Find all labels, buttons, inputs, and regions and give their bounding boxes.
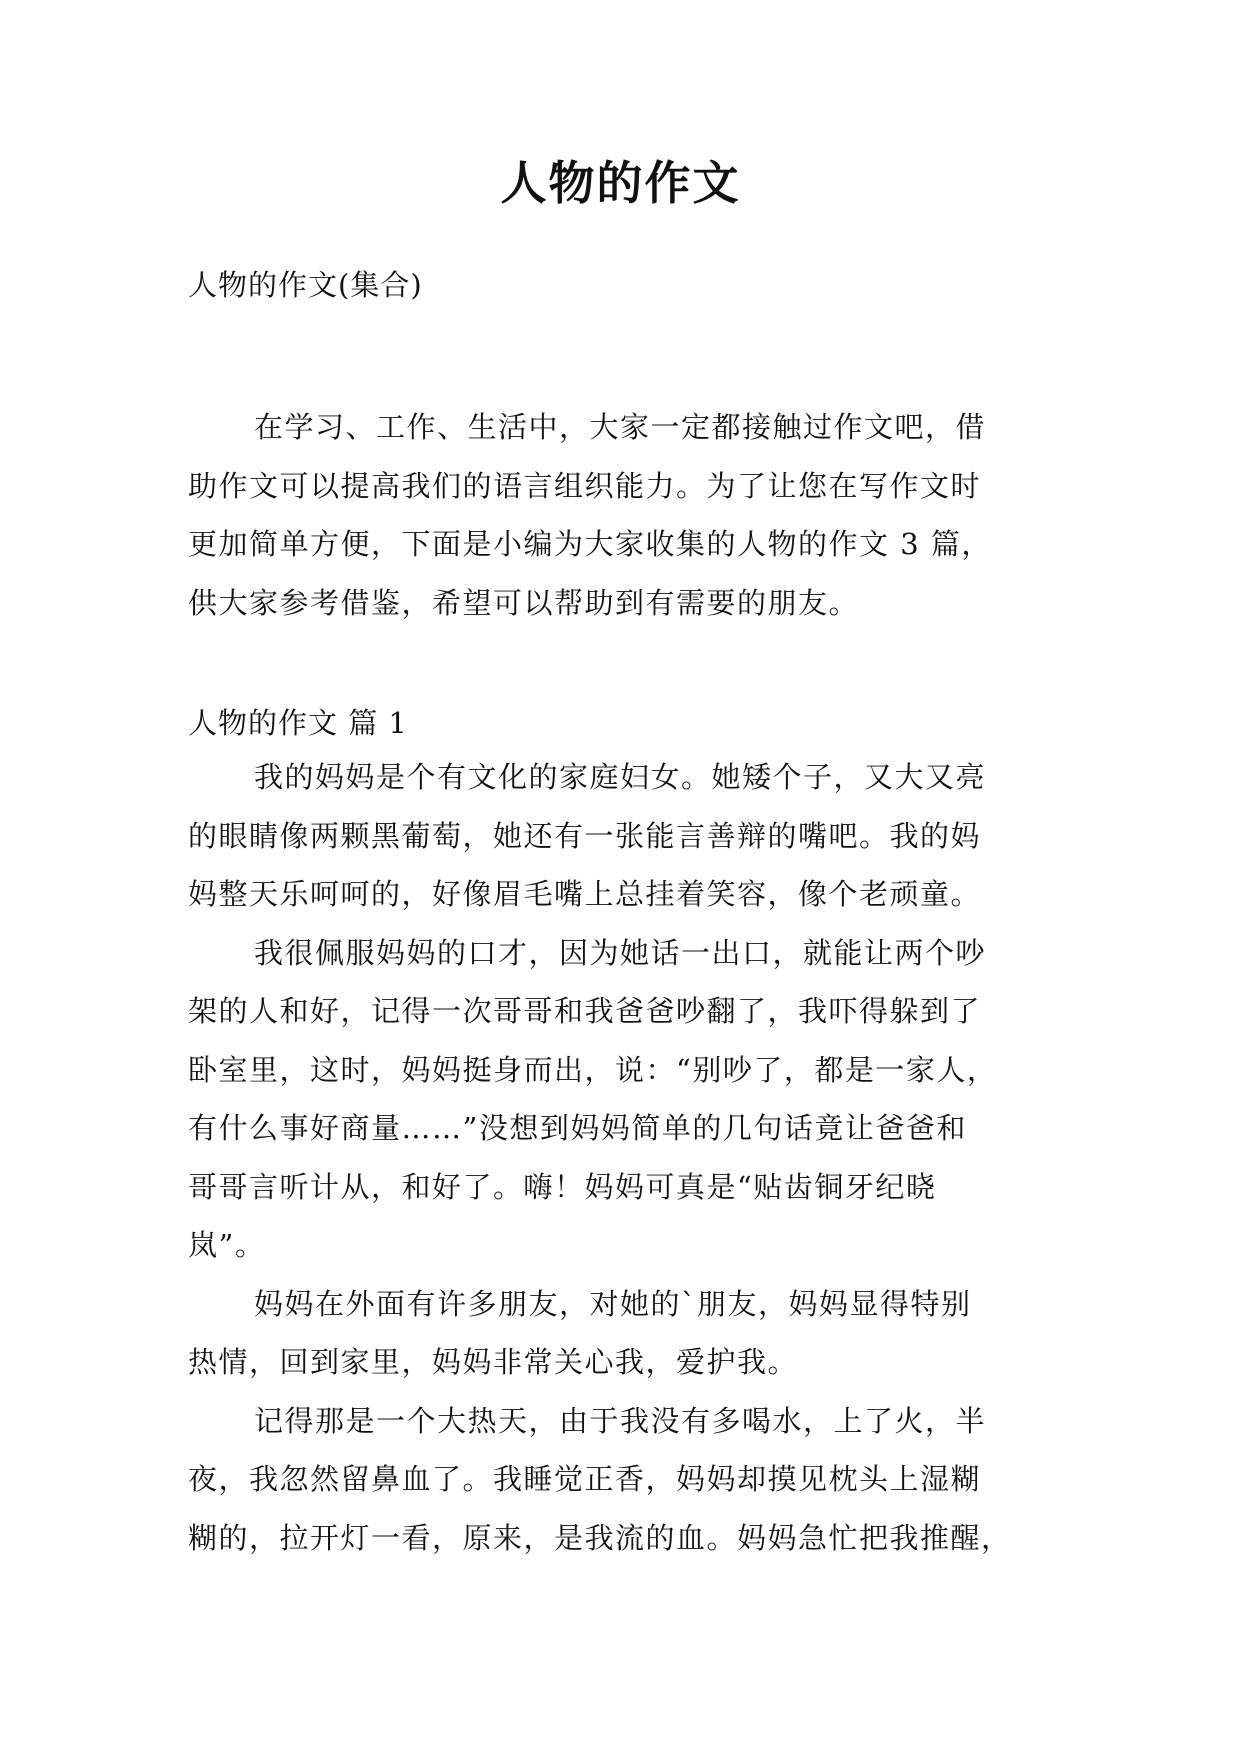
essay-line: 妈整天乐呵呵的，好像眉毛嘴上总挂着笑容，像个老顽童。 bbox=[188, 877, 982, 911]
document-title: 人物的作文 bbox=[500, 156, 741, 210]
intro-line: 供大家参考借鉴，希望可以帮助到有需要的朋友。 bbox=[188, 585, 860, 620]
section-heading: 人物的作文 篇 1 bbox=[188, 706, 408, 740]
intro-line: 助作文可以提高我们的语言组织能力。为了让您在写作文时 bbox=[188, 468, 982, 503]
intro-paragraph bbox=[188, 405, 1068, 639]
essay-line: 哥哥言听计从，和好了。嗨！妈妈可真是“贴齿铜牙纪晓 bbox=[188, 1169, 937, 1204]
essay-line: 有什么事好商量……”没想到妈妈简单的几句话竟让爸爸和 bbox=[188, 1111, 967, 1145]
essay-line: 岚”。 bbox=[188, 1228, 266, 1262]
essay-line: 妈妈在外面有许多朋友，对她的`朋友，妈妈显得特别 bbox=[254, 1286, 972, 1321]
essay-line: 卧室里，这时，妈妈挺身而出，说：“别吵了，都是一家人， bbox=[188, 1052, 998, 1087]
essay-line: 我很佩服妈妈的口才，因为她话一出口，就能让两个吵 bbox=[254, 935, 987, 970]
intro-line: 在学习、工作、生活中，大家一定都接触过作文吧，借 bbox=[254, 410, 987, 444]
essay-body bbox=[188, 755, 1068, 1574]
essay-line: 热情，回到家里，妈妈非常关心我，爱护我。 bbox=[188, 1345, 799, 1379]
essay-line: 夜，我忽然留鼻血了。我睡觉正香，妈妈却摸见枕头上湿糊 bbox=[188, 1462, 982, 1496]
essay-line: 架的人和好，记得一次哥哥和我爸爸吵翻了，我吓得躲到了 bbox=[188, 994, 982, 1028]
essay-line: 糊的，拉开灯一看，原来，是我流的血。妈妈急忙把我推醒， bbox=[188, 1520, 1012, 1555]
essay-line: 记得那是一个大热天，由于我没有多喝水，上了火，半 bbox=[254, 1403, 987, 1438]
essay-line: 的眼睛像两颗黑葡萄，她还有一张能言善辩的嘴吧。我的妈 bbox=[188, 818, 982, 853]
intro-line: 更加简单方便，下面是小编为大家收集的人物的作文 3 篇， bbox=[188, 527, 992, 561]
essay-line: 我的妈妈是个有文化的家庭妇女。她矮个子，又大又亮 bbox=[254, 760, 987, 794]
document-subtitle: 人物的作文(集合) bbox=[188, 268, 423, 302]
